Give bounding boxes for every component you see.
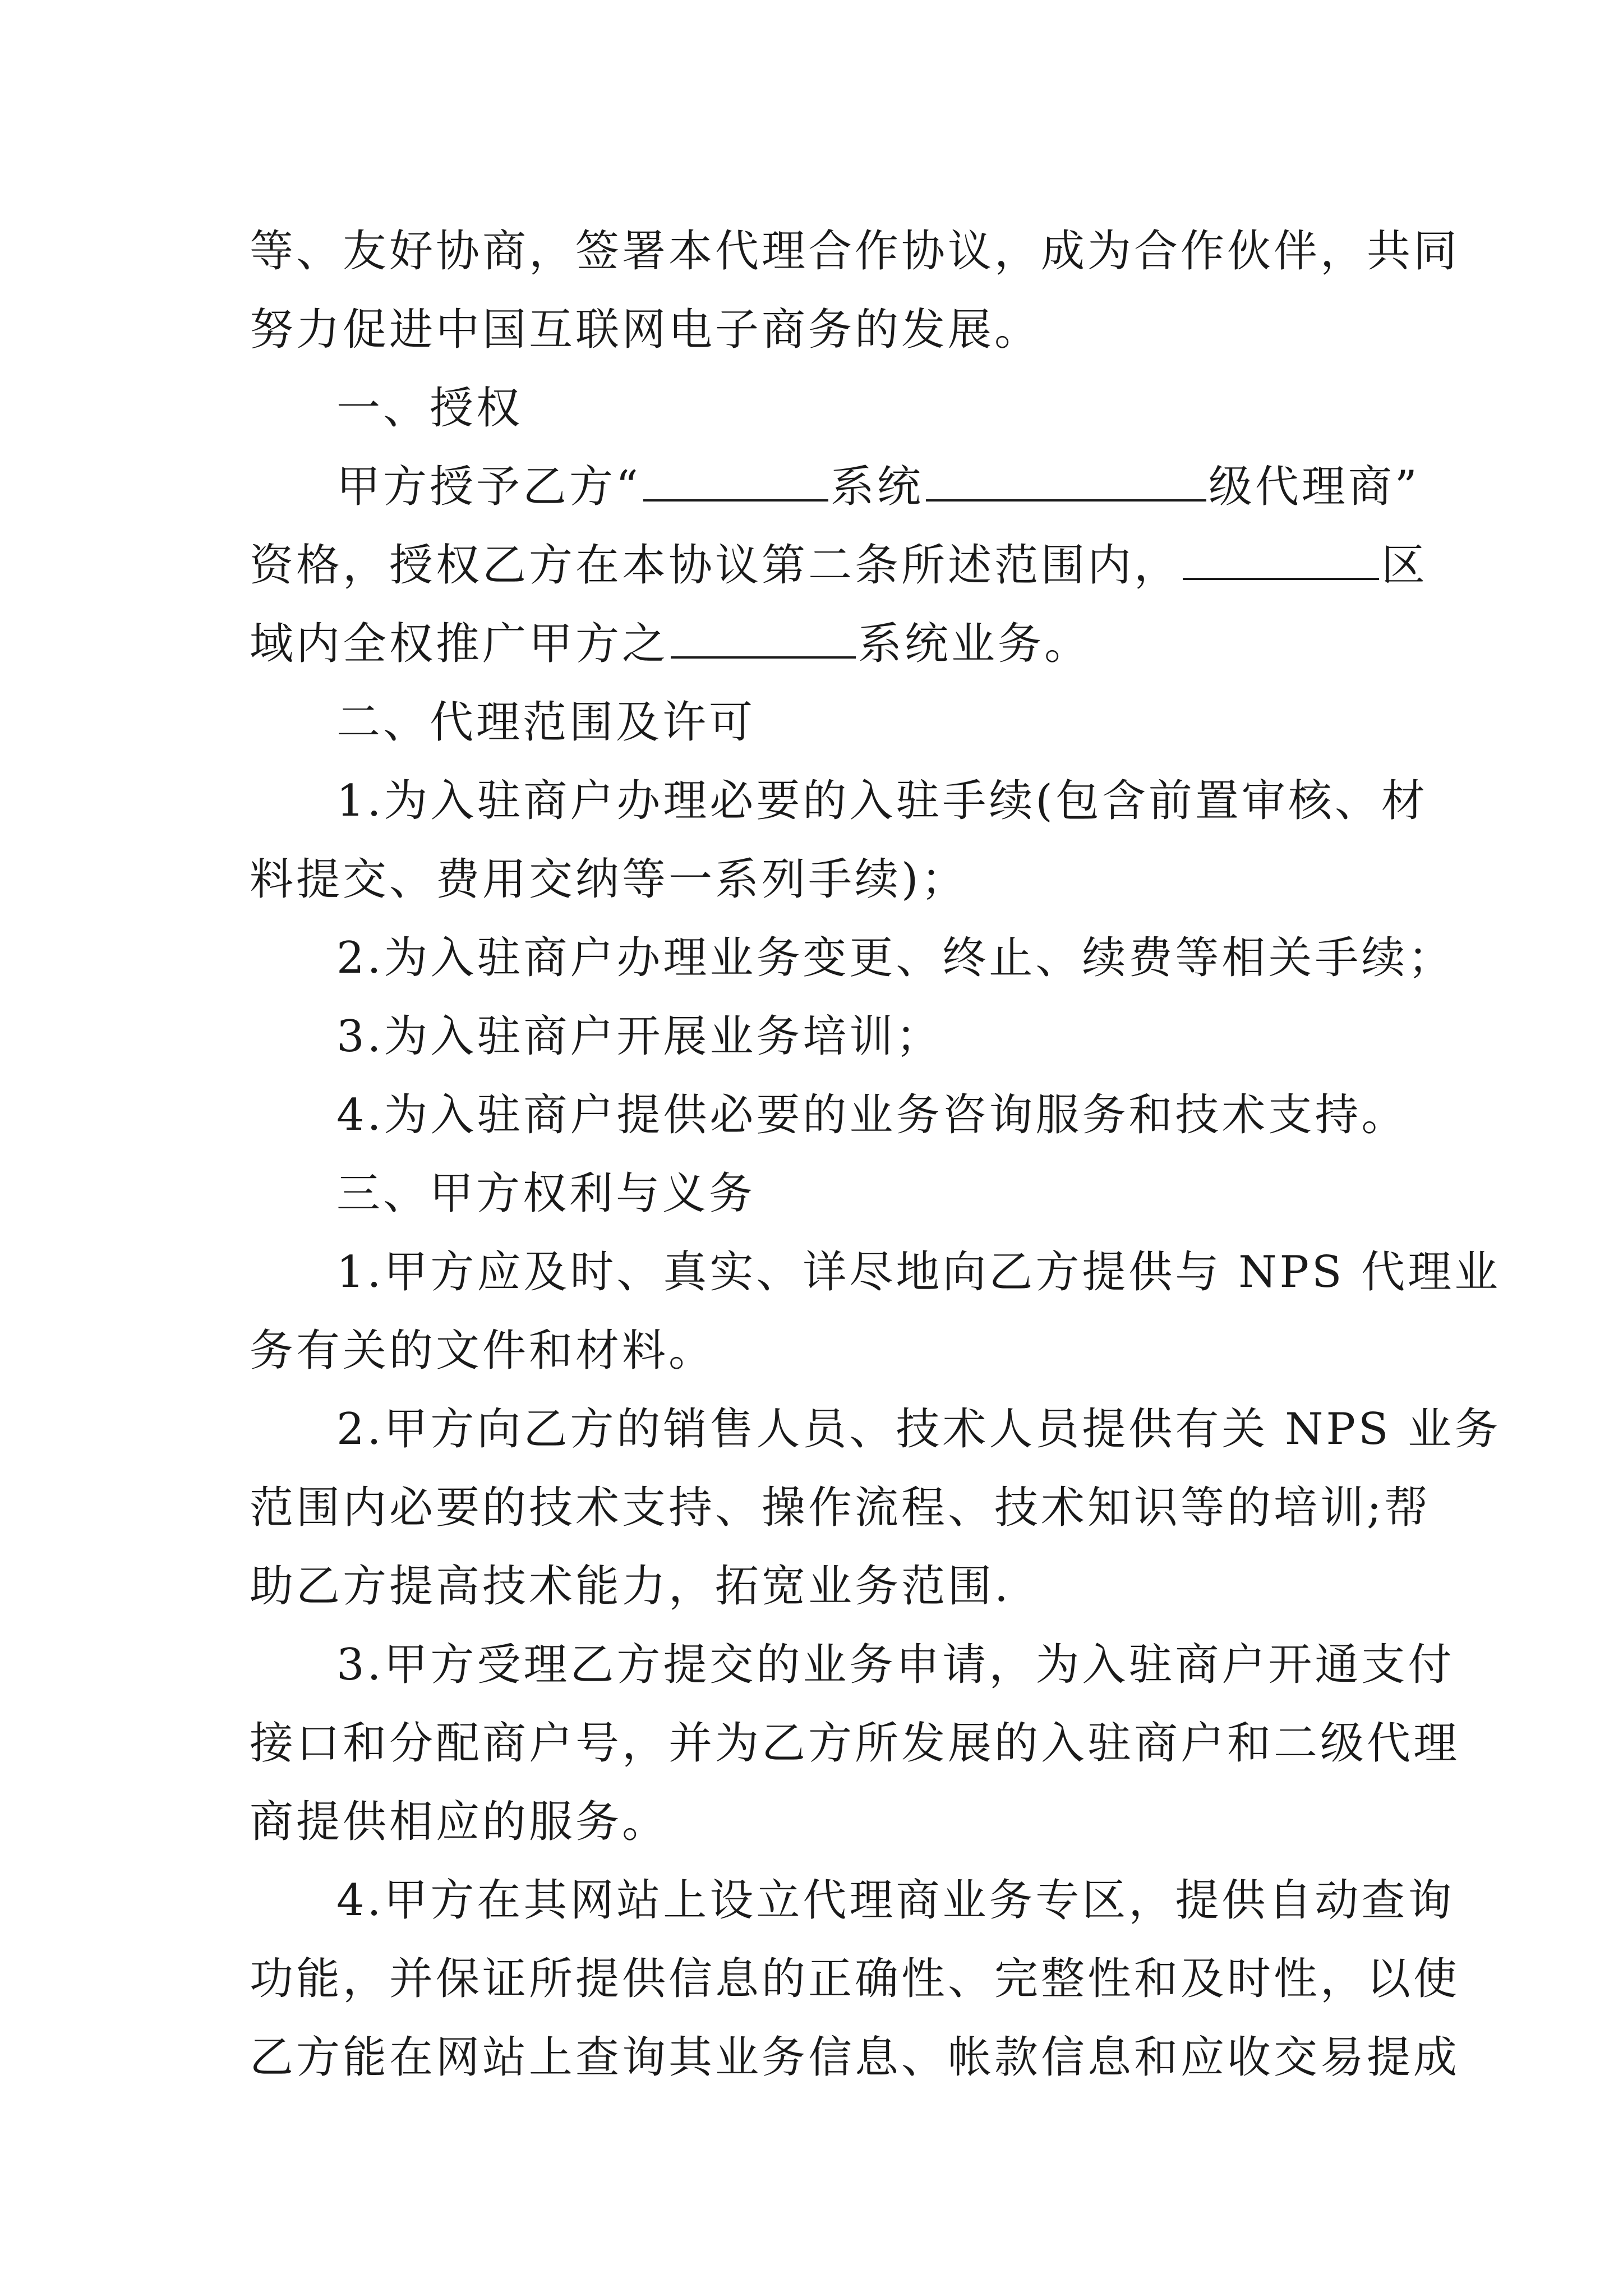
intro-paragraph <box>250 212 1460 369</box>
list-item-line: 料提交、费用交纳等一系列手续)； <box>250 854 968 905</box>
list-item-line: 4.甲方在其网站上设立代理商业务专区，提供自动查询 <box>336 1875 1455 1926</box>
section-heading: 三、甲方权利与义务 <box>336 1168 756 1219</box>
section-heading: 一、授权 <box>336 383 523 434</box>
text-fragment: 区 <box>1381 540 1428 591</box>
text-line: 等、友好协商，签署本代理合作协议，成为合作伙伴，共同 <box>250 226 1460 277</box>
section-1 <box>250 369 1428 683</box>
section-heading: 二、代理范围及许可 <box>336 697 756 748</box>
fill-in-blank <box>643 464 828 501</box>
text-line: 努力促进中国互联网电子商务的发展。 <box>250 305 1041 355</box>
fill-in-blank <box>1183 543 1379 580</box>
text-fragment: 甲方授予乙方“ <box>336 462 641 512</box>
text-fragment: 级代理商” <box>1208 462 1420 512</box>
document-page <box>250 212 1501 2097</box>
fill-in-blank <box>926 464 1206 501</box>
section-2 <box>250 683 1455 1154</box>
fill-in-blank <box>671 622 856 659</box>
grant-line-2 <box>250 526 1428 605</box>
list-item-line: 商提供相应的服务。 <box>250 1797 669 1847</box>
list-item-line: 4.为入驻商户提供必要的业务咨询服务和技术支持。 <box>336 1090 1408 1140</box>
list-item-line: 3.甲方受理乙方提交的业务申请，为入驻商户开通支付 <box>336 1640 1455 1690</box>
list-item-line: 3.为入驻商户开展业务培训； <box>336 1011 943 1062</box>
grant-line-3 <box>250 605 1377 683</box>
text-fragment: 系统业务。 <box>858 619 1091 669</box>
list-item-line: 助乙方提高技术能力，拓宽业务范围. <box>250 1561 1011 1612</box>
list-item-line: 2.甲方向乙方的销售人员、技术人员提供有关 NPS 业务 <box>336 1404 1501 1455</box>
list-item-line: 接口和分配商户号，并为乙方所发展的入驻商户和二级代理 <box>250 1718 1460 1769</box>
list-item-line: 务有关的文件和材料。 <box>250 1326 716 1376</box>
list-item-line: 范围内必要的技术支持、操作流程、技术知识等的培训;帮 <box>250 1483 1431 1533</box>
list-item-line: 功能，并保证所提供信息的正确性、完整性和及时性，以使 <box>250 1954 1460 2004</box>
section-3 <box>250 1154 1501 2097</box>
list-item-line: 1.甲方应及时、真实、详尽地向乙方提供与 NPS 代理业 <box>336 1247 1501 1297</box>
list-item-line: 2.为入驻商户办理业务变更、终止、续费等相关手续； <box>336 933 1455 983</box>
list-item-line: 1.为入驻商户办理必要的入驻手续(包含前置审核、材 <box>336 776 1428 826</box>
list-item-line: 乙方能在网站上查询其业务信息、帐款信息和应收交易提成 <box>250 2032 1460 2083</box>
text-fragment: 系统 <box>830 462 924 512</box>
text-fragment: 资格，授权乙方在本协议第二条所述范围内， <box>250 540 1181 591</box>
grant-line-1 <box>250 448 1420 526</box>
text-fragment: 域内全权推广甲方之 <box>250 619 669 669</box>
